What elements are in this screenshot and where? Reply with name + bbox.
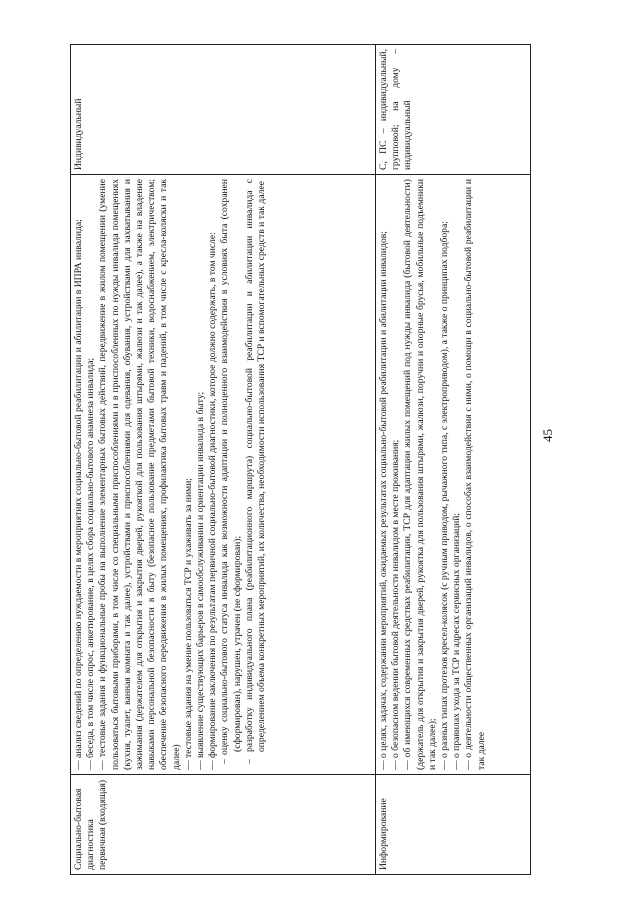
list-item: — тестовые задания на умение пользоваться ТСР и ухаживать за ними; [182, 478, 194, 770]
list-item: — о безопасном ведении бытовой деятельности инвалидом в месте проживания; [390, 439, 402, 770]
list-item: — о разных типах протезов кресел-колясок (с ручным приводом, рычажного типа, с электроприводом), а также о принципах подбора; [439, 221, 451, 770]
page-number: 45 [540, 429, 555, 442]
row-form: С, ПС – индивидуальный, групповой; на дому – индивидуальный [376, 45, 531, 175]
list-item: — анализ сведений по определению нуждаемости в мероприятиях социально-бытовой реабилитации и абилитации в ИПРА инвалида; [73, 219, 84, 770]
table-row [71, 45, 376, 875]
list-item: — о целях, задачах, содержании мероприятий, ожидаемых результатах социально-бытовой реабилитации и абилитации инвалидов; [378, 231, 389, 770]
list-item: — формирование заключения по результатам первичной социально-бытовой диагностики, которое должно содержать, в том числе: [207, 232, 219, 770]
table-row [376, 45, 531, 875]
row-content [71, 175, 376, 775]
list-item: — о деятельности общественных организаций инвалидов, о способах взаимодействия с ними, о помощи в социально-бытовой реабилитации и так далее [463, 179, 487, 770]
rehab-table [70, 44, 531, 875]
rotated-table-frame [70, 45, 530, 875]
row-form: Индивидуальный [71, 45, 376, 175]
row-content [376, 175, 531, 775]
sub-list-item: – разработку индивидуального плана (реабилитационного маршрута) социально-бытовой реабилитации и абилитации инвалида с определением объема конкретных мероприятий, их количества, необходимости использования ТСР и вспомогательных средств и так далее [243, 179, 268, 764]
row-title: Информирование [376, 775, 531, 875]
list-item: — о правилах ухода за ТСР и адресах сервисных организаций; [451, 512, 463, 770]
list-item: — беседа, в том числе опрос, анкетирование, в целях сбора социально-бытового анамнеза инвалида; [85, 357, 97, 770]
list-item: — выявление существующих барьеров в самообслуживании и ориентации инвалида в быту; [195, 391, 207, 770]
list-item: — тестовые задания и функциональные пробы на выполнение элементарных бытовых действий, передвижение в жилом помещении (умение пользоваться бытовыми приборами, в том числе со специальными приспособлениями и в приспособленных по нужды инвалида помещениях (кухня, туалет, ванная комната и так далее), устройствами и приспособлениями для одевания, обувания, устройствами для захватывания и зажимания (держателем для открытия и закрытия дверей, рукояткой для пользования штырями, жалюзи и так далее), а также на владение навыками персональной безопасности в быту (безопасное пользование предметами бытовой техники, водоснабжением, электричеством; обеспечение безопасного передвижения в жилых помещениях, профилактика бытовых травм и падений, в том числе с кресла-коляски и так далее) [97, 179, 182, 770]
row-title: Социально-бытовая диагностика первичная (входящая) [71, 775, 376, 875]
sub-list-item: – оценку социально-бытового статуса инвалида как возможности адаптации и полноценного взаимодействия в условиях быта (сохранен (сформирован), нарушен, утрачен (не сформирован); [219, 179, 243, 764]
list-item: — об имеющихся современных средствах реабилитации, ТСР для адаптации жилых помещений под нужды инвалида (бытовой деятельности) (держатель для открытия и закрытия дверей, рукоятка для пользования штырями, жалюзи, поручни и опорные брусья, мобильные подъемники и так далее); [402, 179, 438, 770]
